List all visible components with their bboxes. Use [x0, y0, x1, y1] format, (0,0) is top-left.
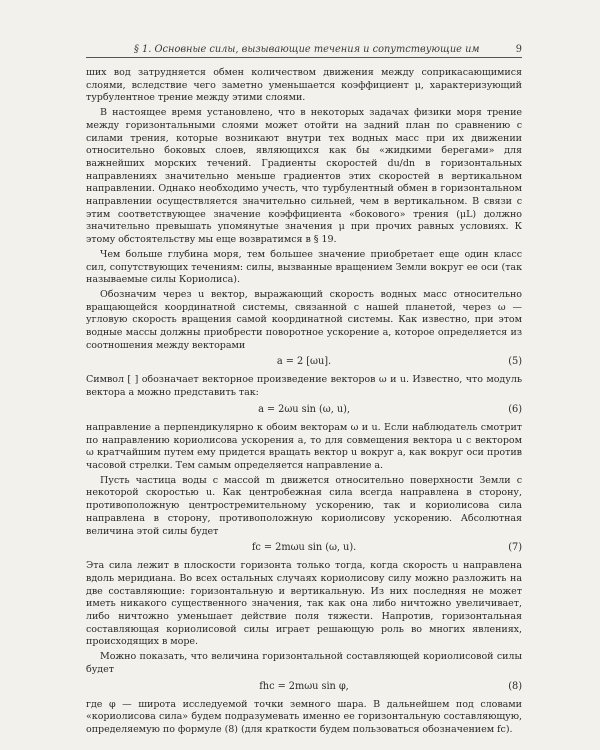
paragraph-2: В настоящее время установлено, что в некоторых задачах физики моря трение между горизонтальными слоями может отойти на задний план по сравнению с силами трения, которые возникают внутри тех водных масс при их движении относительно боковых слоев, являющихся как бы «жидкими берегами» для важнейших морских течений. Градиенты скоростей du/dn в горизонтальных направлениях значительно меньше градиентов этих скоростей в вертикальном направлении. Однако необходимо учесть, что турбулентный обмен в горизонтальном направлении осуществляется значительно сильней, чем в вертикальном. В связи с этим соответствующее значение коэффициента «бокового» трения (μL) должно значительно превышать упомянутые значения μ при прочих равных условиях. К этому обстоятельству мы еще возвратимся в § 19. [86, 107, 522, 246]
page-body [86, 67, 522, 739]
equation-6 [86, 402, 522, 419]
equation-8 [86, 679, 522, 696]
equation-8-number: (8) [508, 680, 522, 692]
equation-6-expression: a = 2ωu sin (ω, u), [258, 403, 350, 415]
equation-5-expression: a = 2 [ωu]. [276, 356, 332, 368]
equation-5 [86, 354, 522, 371]
running-header-title: § 1. Основные силы, вызывающие течения и сопутствующие им [134, 44, 480, 55]
paragraph-6: направление a перпендикулярно к обоим векторам ω и u. Если наблюдатель смотрит по направлению кориолисова ускорения a, то для совмещения вектора u с вектором ω кратчайшим путем ему придется вращать вектор u вокруг a, как вокруг оси против часовой стрелки. Тем самым определяется направление a. [86, 421, 522, 471]
header-rule [86, 57, 522, 58]
equation-8-expression: fhc = 2mωu sin φ, [259, 680, 349, 692]
equation-7-expression: fc = 2mωu sin (ω, u). [251, 542, 357, 554]
equation-7 [86, 540, 522, 557]
paragraph-1: ших вод затрудняется обмен количеством движения между соприкасающимися слоями, вследствие чего заметно уменьшается коэффициент μ, характеризующий турбулентное трение между этими слоями. [86, 67, 522, 104]
equation-5-number: (5) [508, 356, 522, 368]
equation-6-number: (6) [508, 403, 522, 415]
paragraph-7: Пусть частица воды с массой m движется относительно поверхности Земли с некоторой скоростью u. Как центробежная сила всегда направлена в сторону, противоположную центростремительному ускорению, так и кориолисова сила направлена в сторону, противоположную кориолисову ускорению. Абсолютная величина этой силы будет [86, 474, 522, 537]
paragraph-8: Эта сила лежит в плоскости горизонта только тогда, когда скорость u направлена вдоль меридиана. Во всех остальных случаях кориолисову силу можно разложить на две составляющие: горизонтальную и вертикальную. Из них последняя не может иметь никакого существенного значения, так как она либо ничтожно увеличивает, либо ничтожно уменьшает действие поля тяжести. Напротив, горизонтальная составляющая кориолисовой силы играет решающую роль во многих явлениях, происходящих в море. [86, 560, 522, 648]
paragraph-9: Можно показать, что величина горизонтальной составляющей кориолисовой силы будет [86, 651, 522, 675]
paragraph-4: Обозначим через u вектор, выражающий скорость водных масс относительно вращающейся координатной системы, связанной с нашей планетой, через ω — угловую скорость вращения самой координатной системы. Как известно, при этом водные массы должны приобрести поворотное ускорение a, которое определяется из соотношения между векторами [86, 288, 522, 351]
page-number: 9 [515, 44, 522, 55]
paragraph-3: Чем больше глубина моря, тем большее значение приобретает еще один класс сил, сопутствующих течениям: силы, вызванные вращением Земли вокруг ее оси (так называемые силы Кориолиса). [86, 248, 522, 286]
paragraph-10: где φ — широта исследуемой точки земного шара. В дальнейшем под словами «кориолисова сила» будем подразумевать именно ее горизонтальную составляющую, определяемую по формуле (8) (для краткости будем пользоваться обозначением fc). [86, 698, 522, 735]
paragraph-5: Символ [ ] обозначает векторное произведение векторов ω и u. Известно, что модуль вектора a можно представить так: [86, 374, 522, 399]
equation-7-number: (7) [508, 542, 522, 554]
